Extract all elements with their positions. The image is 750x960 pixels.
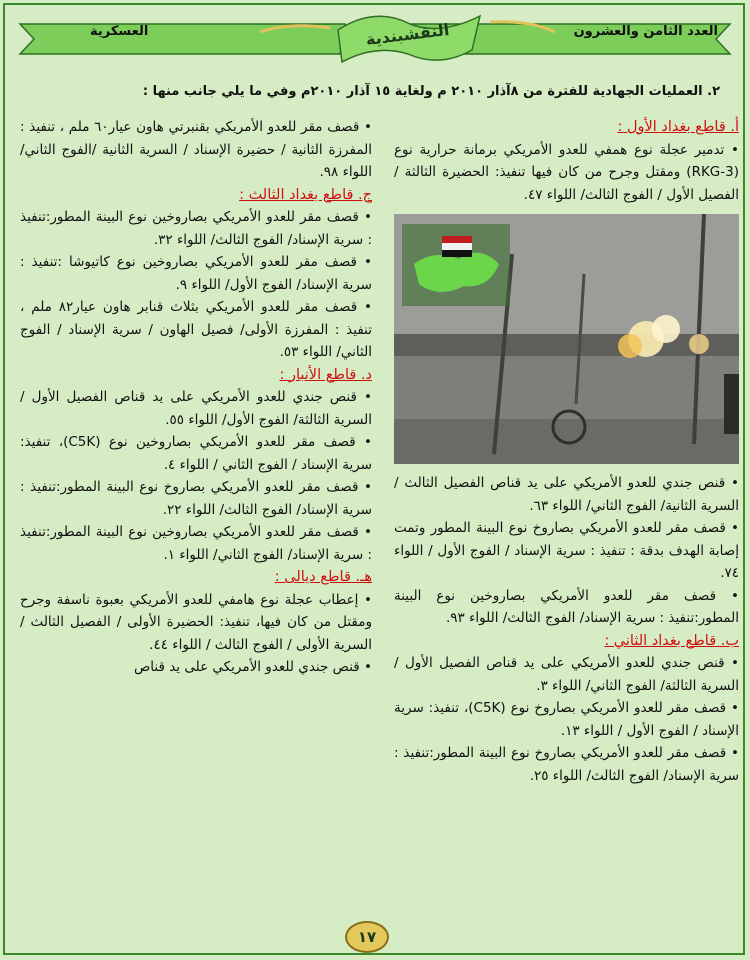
news-photo [394,214,739,464]
left-column [20,116,372,679]
section-heading-c: ج. قاطع بغداد الثالث : [239,186,372,203]
issue-label: العدد الثامن والعشرون [573,24,718,39]
list-item: • قصف مقر للعدو الأمريكي بثلاث قنابر هاون عيار٨٢ ملم ، تنفيذ : المفرزة الأولى/ فصيل الهاون / سرية الإسناد / الفوج الثاني/ اللواء ٥٣. [20,296,372,364]
list-item: • قصف مقر للعدو الأمريكي بصاروخين نوع البينة المطور:تنفيذ : سرية الإسناد/ الفوج الثالث/ اللواء ٩٣. [394,585,739,630]
section-heading-d: د. قاطع الأنبار : [279,366,372,383]
list-item: • قصف مقر للعدو الأمريكي بقنبرتي هاون عيار٦٠ ملم ، تنفيذ : المفرزة الثانية / حضيرة الإسناد / السرية الثانية /الفوج الثاني/ اللواء ٩٨. [20,116,372,184]
list-item: • قصف مقر للعدو الأمريكي بصاروخ نوع (C5K)، تنفيذ: سرية الإسناد / الفوج الأول / اللواء ١٣. [394,697,739,742]
list-item: • قصف مقر للعدو الأمريكي بصاروخ نوع البينة المطور:تنفيذ : سرية الإسناد/ الفوج الثالث/ اللواء ٢٢. [20,476,372,521]
photo-scene [394,214,739,464]
intro-heading: ٢. العمليات الجهادية للفترة من ٨آذار ٢٠١٠ م ولغاية ١٥ آذار ٢٠١٠م وفي ما يلي جانب منها : [142,84,720,99]
list-item: • تدمير عجلة نوع همفي للعدو الأمريكي برمانة حرارية نوع (RKG-3) ومقتل وجرح من كان فيها تنفيذ: الحضيرة الثالثة / الفصيل الأول / الفوج الثالث/ اللواء ٤٧. [394,139,739,207]
list-item: • قصف مقر للعدو الأمريكي بصاروخين نوع (C5K)، تنفيذ: سرية الإسناد / الفوج الثاني / اللواء ٤. [20,431,372,476]
list-item: • قنص جندي للعدو الأمريكي على يد قناص الفصيل الأول / السرية الثالثة/ الفوج الثاني/ اللواء ٣. [394,652,739,697]
section-heading-a: أ. قاطع بغداد الأول : [617,119,739,135]
list-item: • قنص جندي للعدو الأمريكي على يد قناص الفصيل الثالث / السرية الثانية/ الفوج الثاني/ اللواء ٦٣. [394,472,739,517]
list-item: • قصف مقر للعدو الأمريكي بصاروخ نوع البينة المطور وتمت إصابة الهدف بدقة : تنفيذ : سرية الإسناد / الفوج الأول / اللواء ٧٤. [394,517,739,585]
list-item: • قصف مقر للعدو الأمريكي بصاروخين نوع البينة المطور:تنفيذ : سرية الإسناد/ الفوج الثالث/ اللواء ٣٢. [20,206,372,251]
list-item: • قنص جندي للعدو الأمريكي على يد قناص الفصيل الأول / السرية الثالثة/ الفوج الأول/ اللواء ٥٥. [20,386,372,431]
list-item: • قنص جندي للعدو الأمريكي على يد قناص [20,656,372,679]
section-heading-b: ب. قاطع بغداد الثاني : [604,632,739,649]
right-column [394,116,739,787]
page-number: ١٧ [345,921,389,953]
list-item: • قصف مقر للعدو الأمريكي بصاروخين نوع البينة المطور:تنفيذ : سرية الإسناد/ الفوج الثاني/ اللواء ١. [20,521,372,566]
list-item: • قصف مقر للعدو الأمريكي بصاروخين نوع كاتيوشا :تنفيذ : سرية الإسناد/ الفوج الأول/ اللواء ٩. [20,251,372,296]
section-heading-e: هـ. قاطع ديالى : [274,569,372,585]
section-label: العسكرية [90,24,149,39]
magazine-title: النقشبندية [364,19,451,50]
list-item: • إعطاب عجلة نوع هامفي للعدو الأمريكي بعبوة ناسفة وجرح ومقتل من كان فيها، تنفيذ: الحضيرة الأولى / الفصيل الثالث / السرية الأولى / الفوج الثالث / اللواء ٤٤. [20,589,372,657]
list-item: • قصف مقر للعدو الأمريكي بصاروخ نوع البينة المطور:تنفيذ : سرية الإسناد/ الفوج الثالث/ اللواء ٢٥. [394,742,739,787]
